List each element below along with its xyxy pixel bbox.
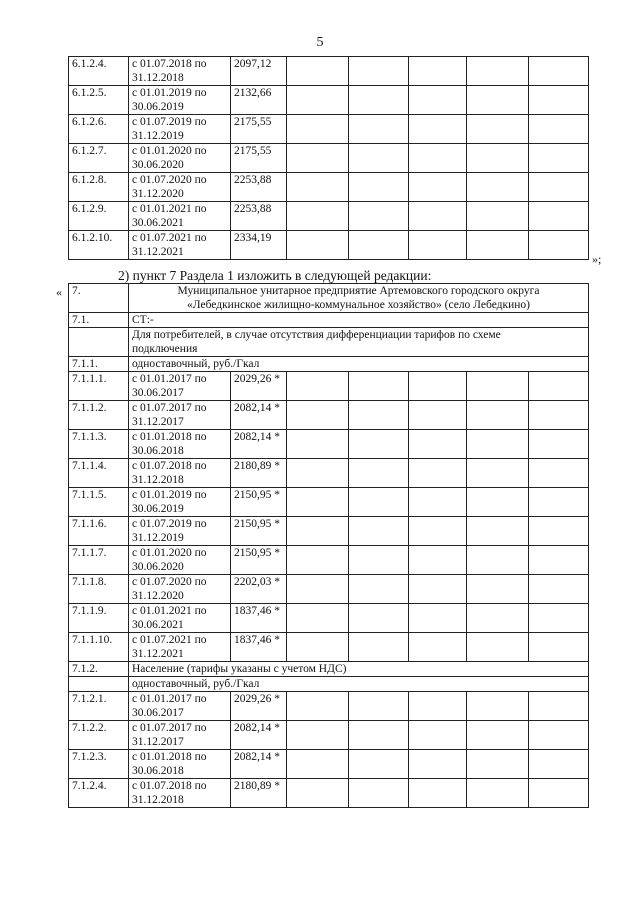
- tariff-row: [69, 459, 589, 488]
- empty-cell: [529, 575, 589, 604]
- empty-cell: [287, 575, 349, 604]
- empty-cell: [349, 430, 409, 459]
- tariff-row: [69, 604, 589, 633]
- row-period-line: 31.12.2018: [132, 474, 184, 486]
- row-period: [129, 231, 231, 260]
- row-period-line: с 01.01.2021 по: [132, 605, 207, 617]
- empty-cell: [349, 546, 409, 575]
- tariff-row: [69, 750, 589, 779]
- empty-cell: [287, 173, 349, 202]
- empty-cell: [349, 633, 409, 662]
- empty-cell: [409, 750, 467, 779]
- row-period: [129, 144, 231, 173]
- empty-cell: [409, 488, 467, 517]
- empty-cell: [467, 488, 529, 517]
- ct-row: [69, 313, 589, 328]
- row-period-line: 30.06.2019: [132, 503, 184, 515]
- row-number: 7.1.1.4.: [69, 459, 129, 488]
- tariff-row: [69, 575, 589, 604]
- empty-cell: [287, 115, 349, 144]
- empty-cell: [287, 430, 349, 459]
- row-number: 7.1.1.3.: [69, 430, 129, 459]
- empty-cell: [349, 144, 409, 173]
- opening-quote-mark: «: [56, 285, 62, 299]
- empty-cell: [467, 231, 529, 260]
- org-name-line-1: Муниципальное унитарное предприятие Артемовского городского округа: [177, 285, 540, 297]
- row-period-line: 30.06.2018: [132, 445, 184, 457]
- row-number: 7.1.2.3.: [69, 750, 129, 779]
- row-period: [129, 546, 231, 575]
- empty-cell: [349, 575, 409, 604]
- empty-cell: [467, 779, 529, 808]
- empty-cell: [467, 604, 529, 633]
- empty-cell: [409, 459, 467, 488]
- tariff-row: [69, 517, 589, 546]
- closing-quote-mark: »;: [592, 252, 602, 266]
- row-value: 2150,95 *: [231, 517, 287, 546]
- row-period: [129, 459, 231, 488]
- row-period: [129, 575, 231, 604]
- empty-cell: [467, 459, 529, 488]
- consumers-number-cell: [69, 328, 129, 357]
- row-number: 6.1.2.8.: [69, 173, 129, 202]
- row-period-line: 30.06.2021: [132, 619, 184, 631]
- empty-cell: [467, 57, 529, 86]
- row-period-line: 31.12.2018: [132, 794, 184, 806]
- row-period-line: 30.06.2017: [132, 707, 184, 719]
- empty-cell: [287, 692, 349, 721]
- empty-cell: [349, 86, 409, 115]
- empty-cell: [409, 231, 467, 260]
- row-value: 2082,14 *: [231, 750, 287, 779]
- empty-cell: [409, 575, 467, 604]
- tariff-row: [69, 401, 589, 430]
- empty-cell: [287, 372, 349, 401]
- empty-cell: [409, 173, 467, 202]
- row-period: [129, 202, 231, 231]
- empty-cell: [287, 86, 349, 115]
- empty-cell: [287, 517, 349, 546]
- row-value: 2082,14 *: [231, 721, 287, 750]
- empty-cell: [409, 202, 467, 231]
- row-number: 6.1.2.7.: [69, 144, 129, 173]
- org-name: [129, 284, 589, 313]
- row-period-line: 30.06.2018: [132, 765, 184, 777]
- row-value: 2150,95 *: [231, 546, 287, 575]
- tariff-row: [69, 779, 589, 808]
- empty-cell: [409, 115, 467, 144]
- org-name-line-2: «Лебедкинское жилищно-коммунальное хозяйство» (село Лебедкино): [187, 299, 530, 311]
- empty-cell: [349, 692, 409, 721]
- tariff-row: [69, 721, 589, 750]
- row-value: 1837,46 *: [231, 633, 287, 662]
- empty-cell: [467, 115, 529, 144]
- empty-cell: [467, 721, 529, 750]
- row-period-line: с 01.07.2019 по: [132, 518, 207, 530]
- single-rate-number-2: [69, 677, 129, 692]
- row-period: [129, 372, 231, 401]
- row-period-line: 31.12.2019: [132, 532, 184, 544]
- empty-cell: [287, 750, 349, 779]
- row-number: 6.1.2.9.: [69, 202, 129, 231]
- single-rate-row: [69, 357, 589, 372]
- empty-cell: [529, 372, 589, 401]
- single-rate-label: одноставочный, руб./Гкал: [129, 357, 589, 372]
- tariff-table-section-7: [68, 283, 589, 808]
- tariff-row: [69, 115, 589, 144]
- row-value: 2132,66: [231, 86, 287, 115]
- row-period-line: с 01.07.2020 по: [132, 576, 207, 588]
- row-number: 7.1.1.9.: [69, 604, 129, 633]
- row-value: 2180,89 *: [231, 459, 287, 488]
- empty-cell: [287, 488, 349, 517]
- empty-cell: [409, 633, 467, 662]
- empty-cell: [349, 173, 409, 202]
- row-value: 2334,19: [231, 231, 287, 260]
- tariff-row: [69, 86, 589, 115]
- empty-cell: [529, 202, 589, 231]
- row-period-line: 31.12.2020: [132, 590, 184, 602]
- row-period-line: с 01.07.2020 по: [132, 174, 207, 186]
- empty-cell: [409, 604, 467, 633]
- row-period-line: с 01.01.2020 по: [132, 145, 207, 157]
- empty-cell: [467, 546, 529, 575]
- row-period-line: 30.06.2019: [132, 101, 184, 113]
- empty-cell: [467, 202, 529, 231]
- empty-cell: [287, 202, 349, 231]
- row-period-line: с 01.07.2021 по: [132, 232, 207, 244]
- empty-cell: [529, 604, 589, 633]
- empty-cell: [529, 692, 589, 721]
- row-period: [129, 604, 231, 633]
- org-number: 7.: [69, 284, 129, 313]
- empty-cell: [349, 372, 409, 401]
- tariff-row: [69, 430, 589, 459]
- row-period-line: с 01.01.2021 по: [132, 203, 207, 215]
- empty-cell: [409, 401, 467, 430]
- row-number: 7.1.2.4.: [69, 779, 129, 808]
- row-number: 6.1.2.4.: [69, 57, 129, 86]
- row-value: 2175,55: [231, 115, 287, 144]
- row-value: 2180,89 *: [231, 779, 287, 808]
- row-period-line: 31.12.2017: [132, 416, 184, 428]
- empty-cell: [467, 517, 529, 546]
- row-period-line: 31.12.2021: [132, 648, 184, 660]
- row-period-line: с 01.01.2019 по: [132, 489, 207, 501]
- empty-cell: [349, 115, 409, 144]
- empty-cell: [287, 779, 349, 808]
- empty-cell: [349, 517, 409, 546]
- org-row: [69, 284, 589, 313]
- row-period: [129, 488, 231, 517]
- consumers-label-line-1: Для потребителей, в случае отсутствия дифференциации тарифов по схеме: [132, 329, 501, 341]
- row-number: 7.1.2.2.: [69, 721, 129, 750]
- empty-cell: [287, 144, 349, 173]
- row-number: 7.1.2.1.: [69, 692, 129, 721]
- row-period-line: с 01.07.2019 по: [132, 116, 207, 128]
- empty-cell: [409, 86, 467, 115]
- ct-label: СТ:-: [129, 313, 589, 328]
- row-period: [129, 721, 231, 750]
- row-number: 6.1.2.6.: [69, 115, 129, 144]
- tariff-table-section-6: [68, 56, 589, 260]
- empty-cell: [529, 633, 589, 662]
- row-number: 7.1.1.5.: [69, 488, 129, 517]
- row-period: [129, 430, 231, 459]
- empty-cell: [529, 488, 589, 517]
- row-value: 2150,95 *: [231, 488, 287, 517]
- row-number: 6.1.2.10.: [69, 231, 129, 260]
- empty-cell: [409, 517, 467, 546]
- tariff-row: [69, 231, 589, 260]
- row-period: [129, 692, 231, 721]
- tariff-row: [69, 173, 589, 202]
- row-period: [129, 750, 231, 779]
- row-value: 2175,55: [231, 144, 287, 173]
- row-period-line: с 01.01.2020 по: [132, 547, 207, 559]
- consumers-label-line-2: подключения: [132, 343, 198, 355]
- tariff-row: [69, 202, 589, 231]
- row-period-line: с 01.01.2019 по: [132, 87, 207, 99]
- empty-cell: [287, 604, 349, 633]
- empty-cell: [409, 144, 467, 173]
- empty-cell: [409, 430, 467, 459]
- tariff-row: [69, 546, 589, 575]
- row-period: [129, 401, 231, 430]
- single-rate-number: 7.1.1.: [69, 357, 129, 372]
- population-row: [69, 662, 589, 677]
- row-value: 2202,03 *: [231, 575, 287, 604]
- population-number: 7.1.2.: [69, 662, 129, 677]
- empty-cell: [529, 115, 589, 144]
- row-value: 2082,14 *: [231, 401, 287, 430]
- empty-cell: [467, 692, 529, 721]
- row-period-line: с 01.07.2018 по: [132, 780, 207, 792]
- row-value: 2253,88: [231, 173, 287, 202]
- empty-cell: [529, 721, 589, 750]
- row-period-line: 31.12.2017: [132, 736, 184, 748]
- row-number: 7.1.1.10.: [69, 633, 129, 662]
- empty-cell: [529, 231, 589, 260]
- ct-number: 7.1.: [69, 313, 129, 328]
- row-period-line: 31.12.2018: [132, 72, 184, 84]
- empty-cell: [529, 779, 589, 808]
- row-value: 1837,46 *: [231, 604, 287, 633]
- row-value: 2097,12: [231, 57, 287, 86]
- tariff-row: [69, 633, 589, 662]
- tariff-row: [69, 692, 589, 721]
- empty-cell: [409, 721, 467, 750]
- row-period-line: 31.12.2021: [132, 246, 184, 258]
- row-number: 7.1.1.7.: [69, 546, 129, 575]
- empty-cell: [529, 86, 589, 115]
- empty-cell: [287, 231, 349, 260]
- population-label: Население (тарифы указаны с учетом НДС): [129, 662, 589, 677]
- empty-cell: [529, 430, 589, 459]
- empty-cell: [529, 57, 589, 86]
- row-period: [129, 633, 231, 662]
- row-number: 7.1.1.2.: [69, 401, 129, 430]
- row-period-line: 30.06.2020: [132, 561, 184, 573]
- tariff-row: [69, 144, 589, 173]
- empty-cell: [349, 604, 409, 633]
- empty-cell: [349, 202, 409, 231]
- empty-cell: [529, 546, 589, 575]
- row-number: 7.1.1.1.: [69, 372, 129, 401]
- empty-cell: [349, 779, 409, 808]
- empty-cell: [467, 750, 529, 779]
- single-rate-row-2: [69, 677, 589, 692]
- amendment-instruction: 2) пункт 7 Раздела 1 изложить в следующей редакции:: [118, 268, 432, 283]
- row-period-line: 31.12.2020: [132, 188, 184, 200]
- empty-cell: [349, 750, 409, 779]
- empty-cell: [287, 459, 349, 488]
- empty-cell: [409, 692, 467, 721]
- empty-cell: [287, 57, 349, 86]
- row-number: 7.1.1.8.: [69, 575, 129, 604]
- empty-cell: [349, 459, 409, 488]
- row-period-line: с 01.07.2017 по: [132, 402, 207, 414]
- row-period-line: с 01.01.2017 по: [132, 373, 207, 385]
- empty-cell: [409, 546, 467, 575]
- row-value: 2082,14 *: [231, 430, 287, 459]
- empty-cell: [467, 633, 529, 662]
- row-number: 6.1.2.5.: [69, 86, 129, 115]
- row-value: 2029,26 *: [231, 372, 287, 401]
- tariff-row: [69, 372, 589, 401]
- empty-cell: [467, 173, 529, 202]
- empty-cell: [529, 173, 589, 202]
- empty-cell: [529, 459, 589, 488]
- tariff-row: [69, 488, 589, 517]
- empty-cell: [467, 144, 529, 173]
- empty-cell: [409, 372, 467, 401]
- empty-cell: [467, 401, 529, 430]
- empty-cell: [287, 401, 349, 430]
- row-period-line: с 01.07.2021 по: [132, 634, 207, 646]
- row-period: [129, 86, 231, 115]
- empty-cell: [349, 721, 409, 750]
- empty-cell: [349, 231, 409, 260]
- page-number: 5: [316, 35, 324, 50]
- empty-cell: [529, 144, 589, 173]
- row-period: [129, 517, 231, 546]
- empty-cell: [349, 401, 409, 430]
- row-value: 2253,88: [231, 202, 287, 231]
- row-period: [129, 173, 231, 202]
- tariff-row: [69, 57, 589, 86]
- row-period: [129, 115, 231, 144]
- row-period: [129, 57, 231, 86]
- empty-cell: [529, 750, 589, 779]
- row-period-line: 30.06.2020: [132, 159, 184, 171]
- row-period-line: 30.06.2021: [132, 217, 184, 229]
- row-period-line: с 01.07.2017 по: [132, 722, 207, 734]
- single-rate-label-2: одноставочный, руб./Гкал: [129, 677, 589, 692]
- empty-cell: [467, 575, 529, 604]
- consumers-label: [129, 328, 589, 357]
- empty-cell: [529, 401, 589, 430]
- row-period-line: с 01.07.2018 по: [132, 460, 207, 472]
- row-period-line: с 01.01.2018 по: [132, 751, 207, 763]
- empty-cell: [467, 86, 529, 115]
- empty-cell: [467, 372, 529, 401]
- row-period-line: с 01.01.2017 по: [132, 693, 207, 705]
- row-number: 7.1.1.6.: [69, 517, 129, 546]
- row-value: 2029,26 *: [231, 692, 287, 721]
- empty-cell: [529, 517, 589, 546]
- empty-cell: [409, 57, 467, 86]
- empty-cell: [409, 779, 467, 808]
- row-period: [129, 779, 231, 808]
- empty-cell: [467, 430, 529, 459]
- row-period-line: 30.06.2017: [132, 387, 184, 399]
- row-period-line: с 01.07.2018 по: [132, 58, 207, 70]
- empty-cell: [349, 488, 409, 517]
- empty-cell: [287, 633, 349, 662]
- row-period-line: 31.12.2019: [132, 130, 184, 142]
- empty-cell: [287, 721, 349, 750]
- empty-cell: [287, 546, 349, 575]
- row-period-line: с 01.01.2018 по: [132, 431, 207, 443]
- consumers-row: [69, 328, 589, 357]
- empty-cell: [349, 57, 409, 86]
